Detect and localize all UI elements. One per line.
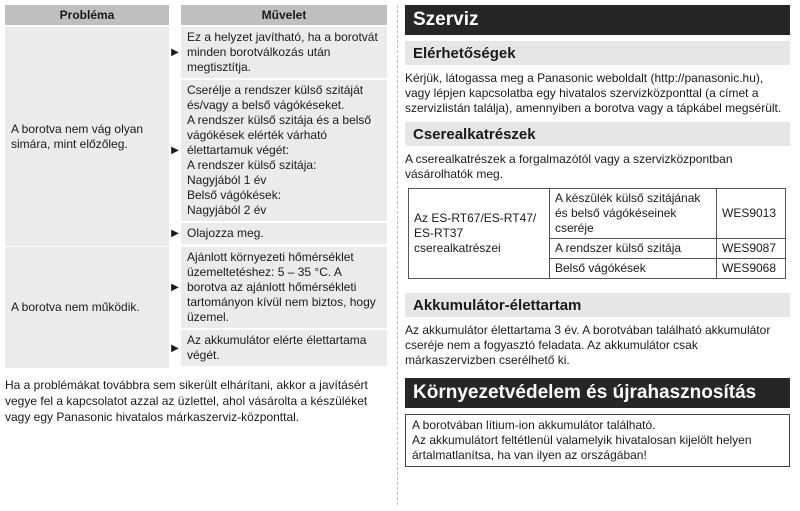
arrow-right-icon: ▶ <box>171 228 179 239</box>
contacts-heading: Elérhetőségek <box>405 41 790 65</box>
arrow-right-icon: ▶ <box>171 47 179 58</box>
problem-cell: A borotva nem vág olyan simára, mint előzőleg. <box>5 27 169 246</box>
service-section <box>405 5 790 467</box>
environment-title: Környezetvédelem és újrahasznosítás <box>405 378 790 408</box>
arrow-right-icon: ▶ <box>171 145 179 156</box>
environment-text: A borotvában lítium-ion akkumulátor található. Az akkumulátort feltétlenül valamelyik hivatalosan kijelölt helyen ártalmatlanítsa, ha van ilyen az országában! <box>405 414 790 467</box>
part-name-cell: A készülék külső szitájának és belső vágókéseinek cseréje <box>550 189 717 239</box>
action-text: Az akkumulátor elérte élettartama végét. <box>187 333 367 362</box>
contacts-text: Kérjük, látogassa meg a Panasonic weboldalt (http://panasonic.hu), vagy lépjen kapcsolatba egy hivatalos szervizközponttal (a címet a szervizlistán találja), amennyiben a borotva vagy a tápkábel megsérült. <box>405 71 782 115</box>
part-name-cell: Belső vágókések <box>550 259 717 279</box>
parts-heading: Cserealkatrészek <box>405 122 790 146</box>
action-text: Ajánlott környezeti hőmérséklet üzemeltetéshez: 5 – 35 °C. A borotva az ajánlott hőmérsékleti tartományon kívül nem biztos, hogy üzemel. <box>187 250 376 324</box>
header-problem: Probléma <box>5 5 169 25</box>
arrow-right-icon: ▶ <box>171 342 179 354</box>
action-item <box>171 330 387 366</box>
parts-model-cell: Az ES-RT67/ES-RT47/ ES-RT37 cserealkatrészei <box>409 189 550 279</box>
action-item <box>171 27 387 78</box>
action-list <box>171 247 387 368</box>
battery-heading: Akkumulátor-élettartam <box>405 293 790 317</box>
header-action: Művelet <box>181 5 387 25</box>
column-divider <box>397 5 398 505</box>
arrow-right-icon: ▶ <box>171 282 179 293</box>
troubleshooting-footnote: Ha a problémákat továbbra sem sikerült elhárítani, akkor a javításért vegye fel a kapcsolatot azzal az üzlettel, ahol vásárolta a készüléket vagy egy Panasonic hivatalos márkaszerviz-központtal. <box>5 378 368 424</box>
problem-cell: A borotva nem működik. <box>5 247 169 368</box>
part-code-cell: WES9013 <box>717 189 786 239</box>
problem-group <box>5 27 387 247</box>
table-row <box>409 189 786 239</box>
part-code-cell: WES9087 <box>717 239 786 259</box>
problem-group <box>5 247 387 369</box>
parts-table <box>408 188 786 279</box>
battery-text: Az akkumulátor élettartama 3 év. A borotvában található akkumulátor cseréje nem a fogyasztó feladata. Az akkumulátor csak márkaszervizben cserélhető ki. <box>405 323 771 367</box>
troubleshooting-section <box>5 5 387 425</box>
part-code-cell: WES9068 <box>717 259 786 279</box>
service-title: Szerviz <box>405 5 790 35</box>
action-item <box>171 247 387 328</box>
action-item <box>171 223 387 244</box>
action-list <box>171 27 387 246</box>
parts-text: A cserealkatrészek a forgalmazótól vagy a szervizközpontban vásárolhatók meg. <box>405 152 733 181</box>
action-text: Ez a helyzet javítható, ha a borotvát minden borotválkozás után megtisztítja. <box>187 30 378 74</box>
action-item <box>171 80 387 221</box>
table-header <box>5 5 387 25</box>
action-text: Olajozza meg. <box>187 226 264 240</box>
part-name-cell: A rendszer külső szitája <box>550 239 717 259</box>
action-text: Cserélje a rendszer külső szitáját és/vagy a belső vágókéseket. A rendszer külső szitája és a belső vágókések elérték várható élettartamuk végét: A rendszer külső szitája: Nagyjából 1 év Belső vágókések: Nagyjából 2 év <box>187 83 372 217</box>
